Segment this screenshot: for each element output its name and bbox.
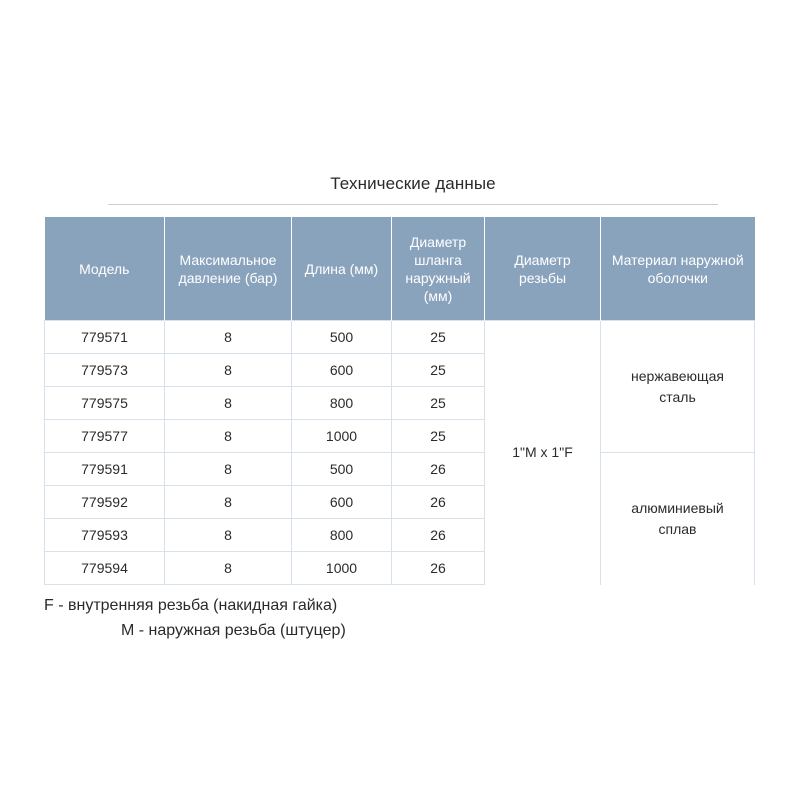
header-length: Длина (мм) <box>292 217 392 321</box>
cell-hose-diameter: 25 <box>392 354 485 387</box>
header-material: Материал наружной оболочки <box>601 217 755 321</box>
cell-model: 779571 <box>45 321 165 354</box>
cell-hose-diameter: 26 <box>392 453 485 486</box>
cell-length: 500 <box>292 453 392 486</box>
cell-material-aluminium <box>601 453 755 585</box>
cell-model: 779594 <box>45 552 165 585</box>
cell-pressure: 8 <box>165 321 292 354</box>
cell-pressure: 8 <box>165 552 292 585</box>
cell-length: 800 <box>292 387 392 420</box>
cell-hose-diameter: 25 <box>392 321 485 354</box>
cell-model: 779592 <box>45 486 165 519</box>
material-steel-label: нержавеющая сталь <box>631 367 724 405</box>
cell-length: 1000 <box>292 552 392 585</box>
cell-length: 1000 <box>292 420 392 453</box>
header-hose-diameter: Диаметр шланга наружный (мм) <box>392 217 485 321</box>
cell-pressure: 8 <box>165 387 292 420</box>
cell-model: 779575 <box>45 387 165 420</box>
spec-table <box>44 217 755 585</box>
material-aluminium-label: алюминиевый сплав <box>631 499 724 537</box>
cell-hose-diameter: 25 <box>392 387 485 420</box>
cell-model: 779577 <box>45 420 165 453</box>
cell-model: 779593 <box>45 519 165 552</box>
cell-length: 500 <box>292 321 392 354</box>
cell-pressure: 8 <box>165 354 292 387</box>
footnote-m-thread: M - наружная резьба (штуцер) <box>121 622 346 639</box>
header-pressure: Максимальное давление (бар) <box>165 217 292 321</box>
page-title: Технические данные <box>330 174 496 193</box>
cell-hose-diameter: 25 <box>392 420 485 453</box>
table-header-row <box>45 217 755 321</box>
cell-length: 800 <box>292 519 392 552</box>
footnote-f-thread: F - внутренняя резьба (накидная гайка) <box>44 597 338 614</box>
cell-hose-diameter: 26 <box>392 519 485 552</box>
cell-model: 779573 <box>45 354 165 387</box>
cell-pressure: 8 <box>165 420 292 453</box>
table-row <box>45 321 755 354</box>
cell-thread-diameter: 1"M x 1"F <box>485 321 601 585</box>
cell-length: 600 <box>292 486 392 519</box>
cell-pressure: 8 <box>165 453 292 486</box>
title-divider <box>108 204 718 205</box>
cell-material-steel <box>601 321 755 453</box>
header-thread-diameter: Диаметр резьбы <box>485 217 601 321</box>
table-row <box>45 453 755 486</box>
cell-hose-diameter: 26 <box>392 552 485 585</box>
cell-pressure: 8 <box>165 519 292 552</box>
cell-model: 779591 <box>45 453 165 486</box>
cell-pressure: 8 <box>165 486 292 519</box>
cell-length: 600 <box>292 354 392 387</box>
header-model: Модель <box>45 217 165 321</box>
cell-hose-diameter: 26 <box>392 486 485 519</box>
